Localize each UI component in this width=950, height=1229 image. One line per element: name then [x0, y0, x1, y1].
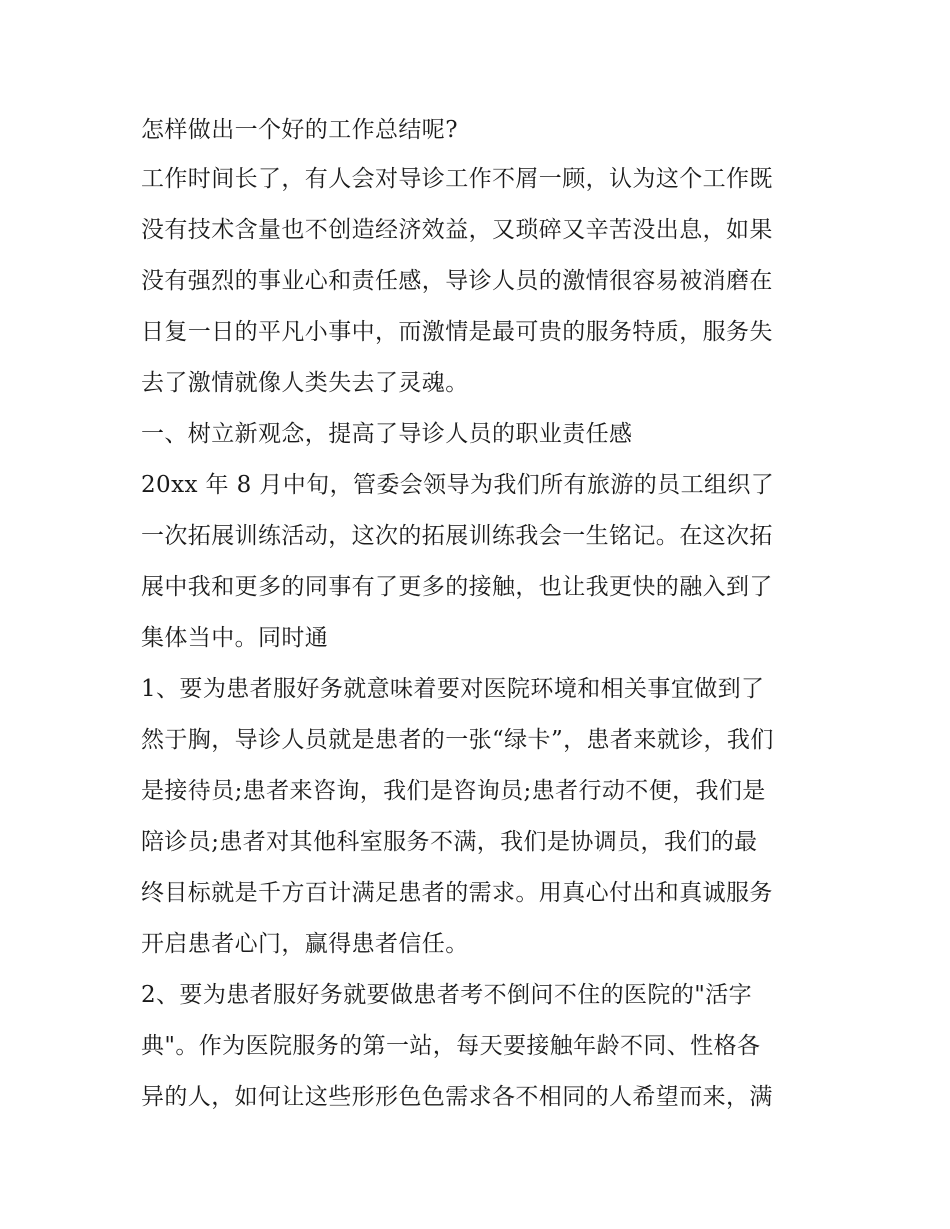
document-body — [141, 108, 817, 1123]
paragraph-point-2: 2、要为患者服好务就要做患者考不倒问不住的医院的"活字 典"。作为医院服务的第一站，每天要接触年龄不同、性格各 异的人，如何让这些形形色色需求各不相同的人希望而来，满 — [141, 982, 773, 1110]
section-heading-1: 一、树立新观念，提高了导诊人员的职业责任感 — [141, 421, 633, 447]
document-title: 怎样做出一个好的工作总结呢? — [141, 117, 458, 143]
paragraph-training: 20xx 年 8 月中旬，管委会领导为我们所有旅游的员工组织了 一次拓展训练活动，这次的拓展训练我会一生铭记。在这次拓 展中我和更多的同事有了更多的接触，也让我更快的融入到了 集体当中。同时通 — [141, 472, 775, 651]
paragraph-point-1: 1、要为患者服好务就意味着要对医院环境和相关事宜做到了 然于胸，导诊人员就是患者的一张“绿卡”，患者来就诊，我们 是接待员;患者来咨询，我们是咨询员;患者行动不便，我们是 陪诊员;患者对其他科室服务不满，我们是协调员，我们的最 终目标就是千方百计满足患者的需求。用真心付出和真诚服务 开启患者心门，赢得患者信任。 — [141, 676, 774, 957]
paragraph-intro: 工作时间长了，有人会对导诊工作不屑一顾，认为这个工作既 没有技术含量也不创造经济效益，又琐碎又辛苦没出息，如果 没有强烈的事业心和责任感，导诊人员的激情很容易被消磨在 日复一日的平凡小事中，而激情是最可贵的服务特质，服务失 去了激情就像人类失去了灵魂。 — [141, 166, 773, 396]
